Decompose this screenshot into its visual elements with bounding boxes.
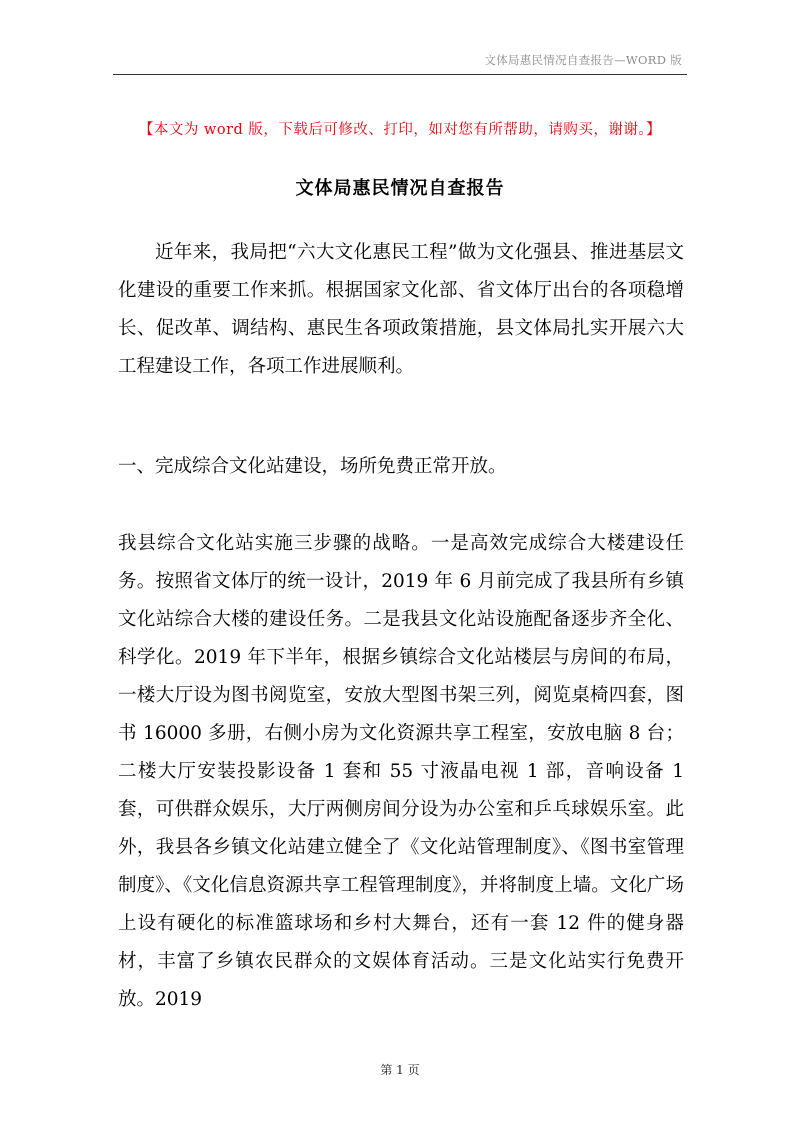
paragraph-section-1: 我县综合文化站实施三步骤的战略。一是高效完成综合大楼建设任务。按照省文体厅的统一设计，2019 年 6 月前完成了我县所有乡镇文化站综合大楼的建设任务。二是我县文化站设施配备逐步齐全化、科学化。2019 年下半年，根据乡镇综合文化站楼层与房间的布局，一楼大厅设为图书阅览室，安放大型图书架三列，阅览桌椅四套，图书 16000 多册，右侧小房为文化资源共享工程室，安放电脑 8 台；二楼大厅安装投影设备 1 套和 55 寸液晶电视 1 部，音响设备 1 套，可供群众娱乐，大厅两侧房间分设为办公室和乒乓球娱乐室。此外，我县各乡镇文化站建立健全了《文化站管理制度》、《图书室管理制度》、《文化信息资源共享工程管理制度》，并将制度上墙。文化广场上设有硬化的标准篮球场和乡村大舞台，还有一套 12 件的健身器材，丰富了乡镇农民群众的文娱体育活动。三是文化站实行免费开放。2019 xyxy=(118,533,684,1010)
section-heading-1: 一、完成综合文化站建设，场所免费正常开放。 xyxy=(118,456,507,477)
header-divider xyxy=(113,74,687,75)
paragraph-intro: 近年来，我局把“六大文化惠民工程”做为文化强县、推进基层文化建设的重要工作来抓。根据国家文化部、省文体厅出台的各项稳增长、促改革、调结构、惠民生各项政策措施，县文体局扎实开展六大工程建设工作，各项工作进展顺利。 xyxy=(118,242,684,377)
purchase-notice: 【本文为 word 版，下载后可修改、打印，如对您有所帮助，请购买，谢谢。】 xyxy=(138,122,662,138)
document-title: 文体局惠民情况自查报告 xyxy=(295,178,505,199)
page-number: 第 1 页 xyxy=(380,1063,420,1077)
running-header: 文体局惠民情况自查报告—WORD 版 xyxy=(484,53,682,67)
